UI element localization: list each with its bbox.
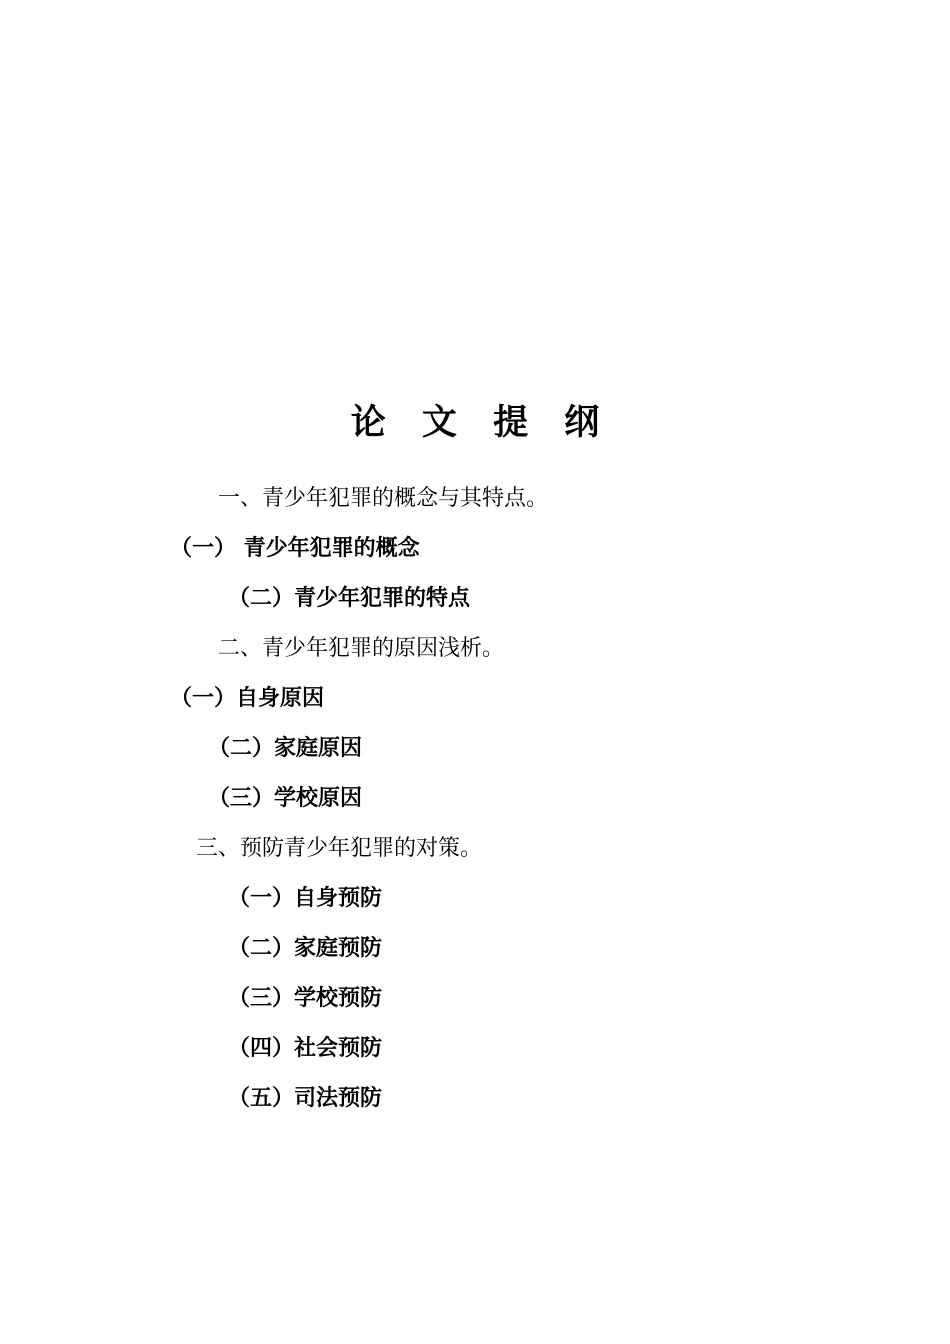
outline-item-1-1: （一） 青少年犯罪的概念 [170, 536, 420, 561]
outline-item-3-1: （一）自身预防 [228, 886, 383, 911]
outline-item-1-2: （二）青少年犯罪的特点 [228, 586, 471, 611]
outline-section-3: 三、预防青少年犯罪的对策。 [196, 836, 483, 861]
outline-item-2-2: （二）家庭原因 [208, 736, 363, 761]
outline-item-3-4: （四）社会预防 [228, 1036, 383, 1061]
outline-item-3-2: （二）家庭预防 [228, 936, 383, 961]
outline-section-1: 一、青少年犯罪的概念与其特点。 [218, 486, 549, 511]
outline-item-2-3: （三）学校原因 [208, 786, 363, 811]
outline-item-3-3: （三）学校预防 [228, 986, 383, 1011]
outline-section-2: 二、青少年犯罪的原因浅析。 [218, 636, 505, 661]
outline-item-3-5: （五）司法预防 [228, 1086, 383, 1111]
page-title: 论 文 提 纲 [350, 403, 612, 444]
outline-item-2-1: （一）自身原因 [170, 686, 325, 711]
